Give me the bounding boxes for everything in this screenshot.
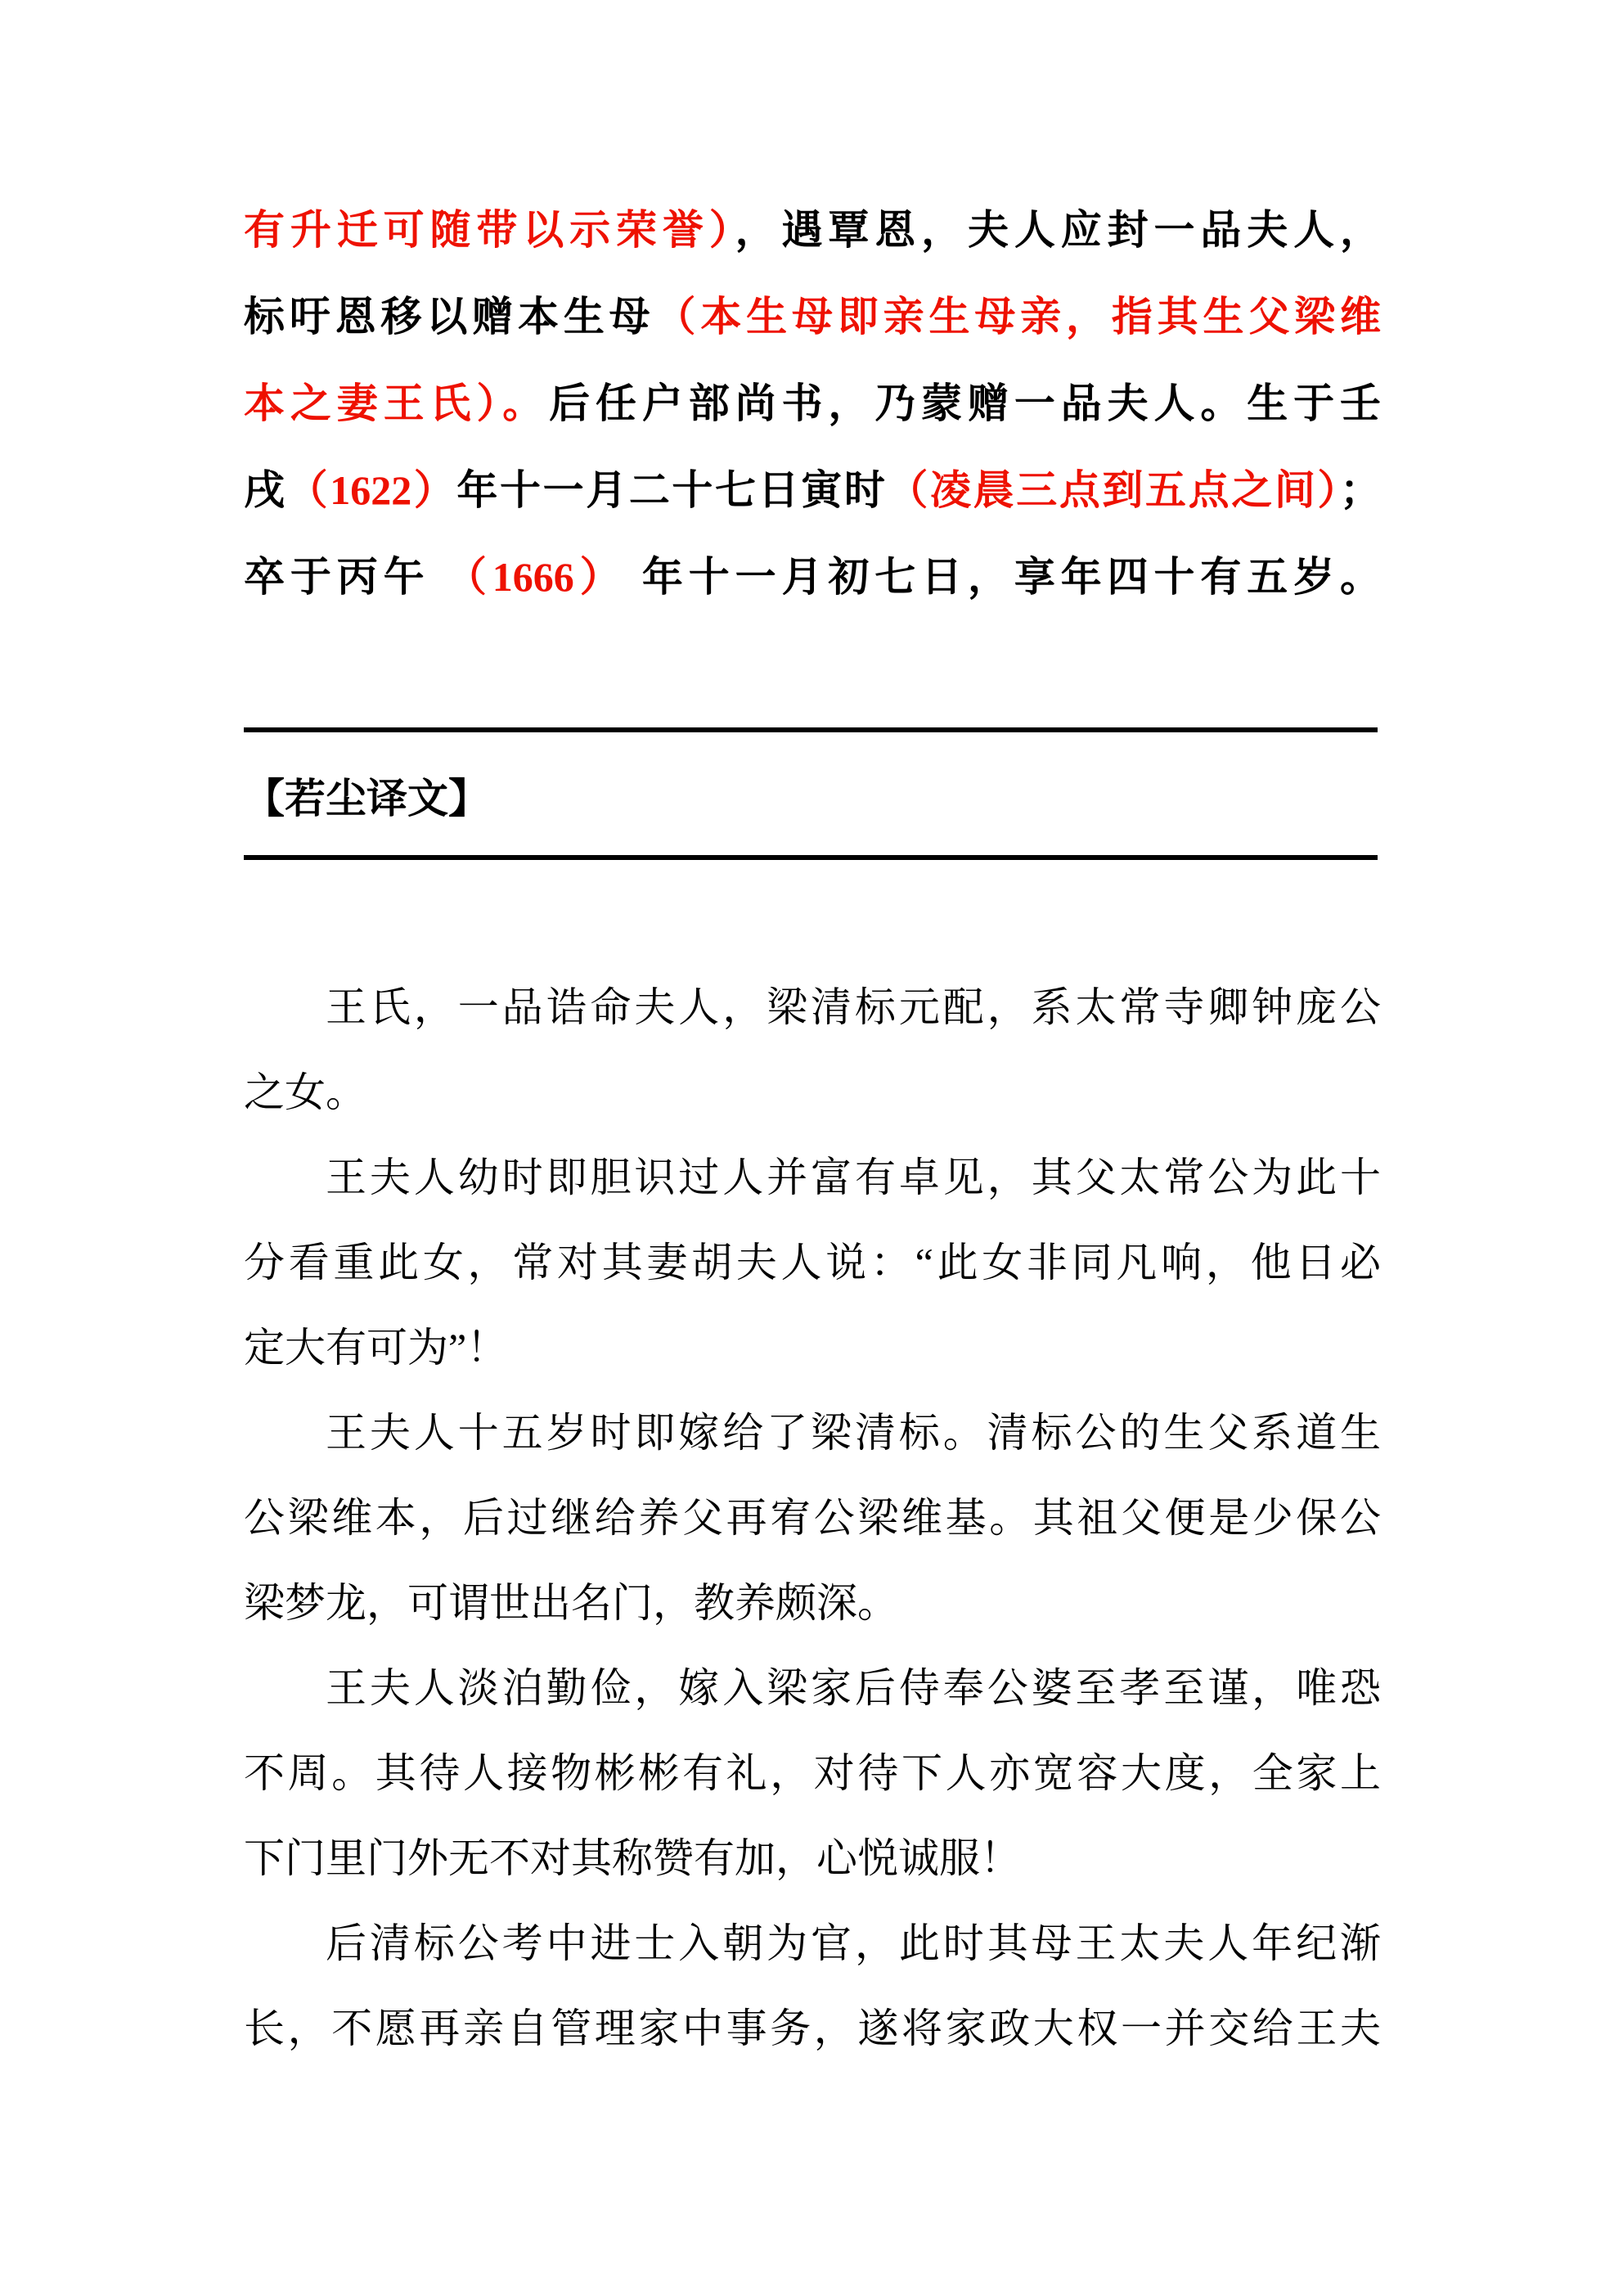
intro-line: [244, 187, 1381, 273]
intro-line: [244, 360, 1381, 447]
text-segment: 戌: [244, 467, 287, 513]
body-line: 公梁维本，后过继给养父再宥公梁维基。其祖父便是少保公: [244, 1495, 1381, 1541]
body-line: 定大有可为”！: [244, 1325, 508, 1371]
section-divider-top: [244, 727, 1378, 732]
intro-line: [244, 533, 1381, 620]
text-segment: 卒于丙午: [244, 554, 446, 600]
text-segment: 有升迁可随带以示荣誉）: [244, 207, 735, 253]
body-line: 不周。其待人接物彬彬有礼，对待下人亦宽容大度，全家上: [244, 1750, 1381, 1796]
text-segment: （凌晨三点到五点之间）: [887, 467, 1341, 513]
body-line: 王夫人淡泊勤俭，嫁入梁家后侍奉公婆至孝至谨，唯恐: [326, 1665, 1381, 1711]
intro-line: [244, 447, 1381, 533]
body-line: 王夫人幼时即胆识过人并富有卓见，其父太常公为此十: [326, 1155, 1381, 1200]
document-content: [244, 0, 1381, 2071]
text-segment: ；: [1340, 467, 1381, 513]
body-line: 分看重此女，常对其妻胡夫人说：“此女非同凡响，他日必: [244, 1240, 1381, 1285]
body-line: 后清标公考中进士入朝为官，此时其母王太夫人年纪渐: [326, 1920, 1381, 1966]
body-line: 之女。: [244, 1069, 366, 1115]
text-segment: 年十一月初七日，享年四十有五岁。: [626, 554, 1381, 600]
intro-line: [244, 273, 1381, 360]
text-segment: （1666）: [445, 554, 627, 600]
text-segment: （本生母即亲生母亲，指其生父梁维: [654, 294, 1381, 340]
text-segment: 后任户部尚书，乃蒙赠一品夫人。生于壬: [549, 380, 1381, 426]
text-segment: 年十一月二十七日寅时: [456, 467, 888, 513]
text-segment: （1622）: [286, 467, 457, 513]
text-segment: ，遇覃恩，夫人应封一品夫人，: [735, 207, 1381, 253]
body-line: 王氏，一品诰命夫人，梁清标元配，系太常寺卿钟庞公: [326, 984, 1381, 1030]
text-segment: 标吁恩移以赠本生母: [244, 294, 655, 340]
section-title: 【若尘译文】: [244, 776, 489, 822]
translation-body: [244, 860, 1381, 2071]
body-line: 长，不愿再亲自管理家中事务，遂将家政大权一并交给王夫: [244, 2006, 1381, 2051]
body-line: 下门里门外无不对其称赞有加，心悦诚服！: [244, 1835, 1021, 1881]
text-segment: 本之妻王氏）。: [244, 380, 550, 426]
body-line: 王夫人十五岁时即嫁给了梁清标。清标公的生父系道生: [326, 1410, 1381, 1456]
intro-paragraph: [244, 0, 1381, 620]
body-line: 梁梦龙，可谓世出名门，教养颇深。: [244, 1580, 898, 1626]
